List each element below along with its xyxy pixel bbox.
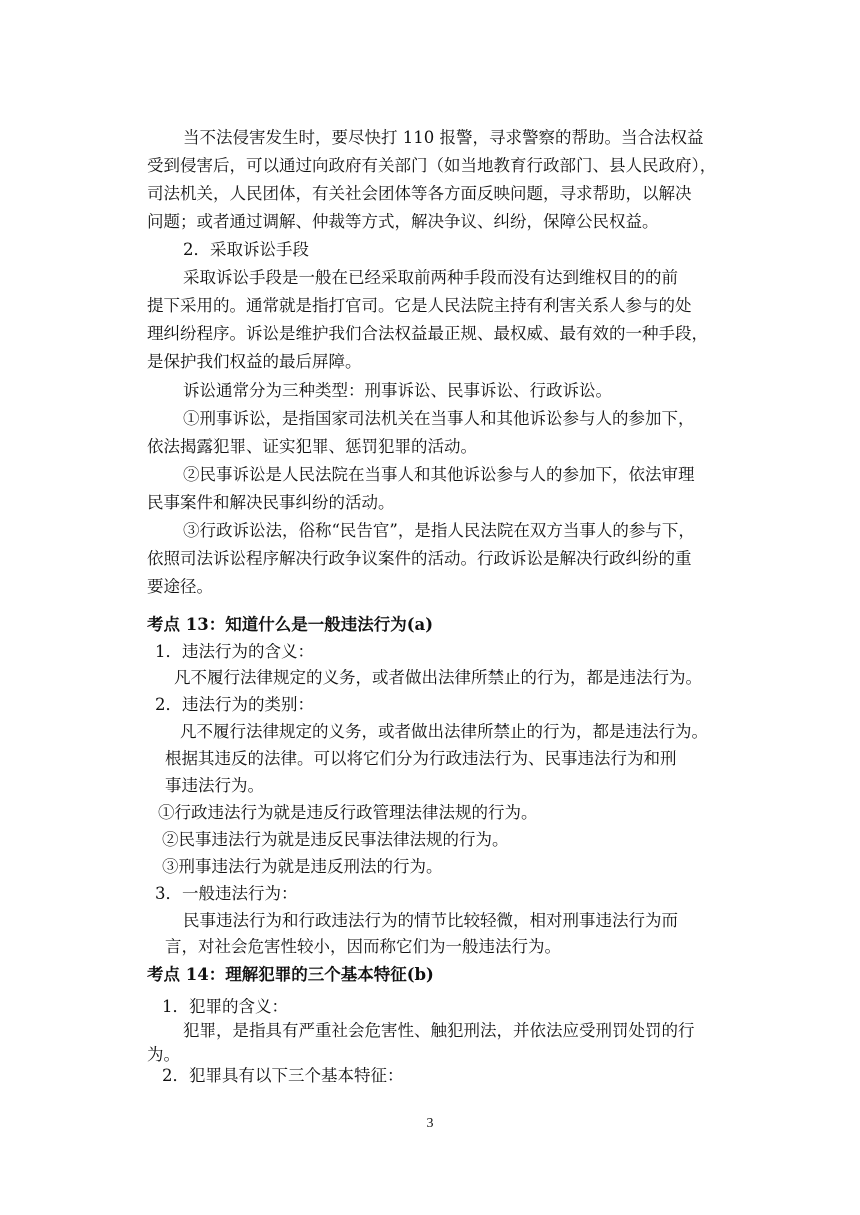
subheading-line: 2．采取诉讼手段: [183, 240, 309, 259]
paragraph-line: 依照司法诉讼程序解决行政争议案件的活动。行政诉讼是解决行政纠纷的重: [147, 549, 692, 568]
section-line: 犯罪，是指具有严重社会危害性、触犯刑法，并依法应受刑罚处罚的行: [183, 1021, 695, 1040]
page-number: 3: [426, 1116, 434, 1131]
paragraph-line: 采取诉讼手段是一般在已经采取前两种手段而没有达到维权目的的前: [183, 268, 678, 287]
section-line: ①行政违法行为就是违反行政管理法律法规的行为。: [158, 803, 538, 822]
paragraph-line: 依法揭露犯罪、证实犯罪、惩罚犯罪的活动。: [147, 437, 477, 456]
paragraph-line: 问题；或者通过调解、仲裁等方式，解决争议、纠纷，保障公民权益。: [147, 212, 659, 231]
section-heading: 考点 13：知道什么是一般违法行为(a): [147, 615, 434, 634]
paragraph-line: 提下采用的。通常就是指打官司。它是人民法院主持有利害关系人参与的处: [147, 296, 692, 315]
paragraph-line: ③行政诉讼法，俗称“民告官”，是指人民法院在双方当事人的参与下，: [183, 521, 695, 540]
section-line: 凡不履行法律规定的义务，或者做出法律所禁止的行为，都是违法行为。: [180, 722, 708, 741]
section-line: 2．犯罪具有以下三个基本特征：: [162, 1066, 404, 1085]
paragraph-line: 要途径。: [147, 577, 213, 596]
section-line: 民事违法行为和行政违法行为的情节比较轻微，相对刑事违法行为而: [183, 911, 678, 930]
paragraph-line: 民事案件和解决民事纠纷的活动。: [147, 493, 395, 512]
section-line: 1．犯罪的含义：: [162, 997, 288, 1016]
paragraph-line: 是保护我们权益的最后屏障。: [147, 352, 362, 371]
section-line: 言，对社会危害性较小，因而称它们为一般违法行为。: [165, 937, 561, 956]
section-heading: 考点 14：理解犯罪的三个基本特征(b): [147, 965, 434, 984]
section-line: 3．一般违法行为：: [155, 884, 298, 903]
section-line: ②民事违法行为就是违反民事法律法规的行为。: [162, 830, 509, 849]
paragraph-line: 当不法侵害发生时，要尽快打 110 报警，寻求警察的帮助。当合法权益: [183, 128, 704, 147]
paragraph-line: 诉讼通常分为三种类型：刑事诉讼、民事诉讼、行政诉讼。: [183, 381, 612, 400]
section-line: ③刑事违法行为就是违反刑法的行为。: [162, 857, 443, 876]
paragraph-line: 司法机关，人民团体，有关社会团体等各方面反映问题，寻求帮助，以解决: [147, 184, 692, 203]
paragraph-line: 受到侵害后，可以通过向政府有关部门（如当地教育行政部门、县人民政府），: [147, 156, 717, 175]
section-line: 为。: [147, 1045, 180, 1064]
section-line: 2．违法行为的类别：: [155, 695, 314, 714]
section-line: 事违法行为。: [165, 776, 264, 795]
paragraph-line: 理纠纷程序。诉讼是维护我们合法权益最正规、最权威、最有效的一种手段，: [147, 324, 708, 343]
section-line: 根据其违反的法律。可以将它们分为行政违法行为、民事违法行为和刑: [165, 749, 677, 768]
paragraph-line: ①刑事诉讼，是指国家司法机关在当事人和其他诉讼参与人的参加下，: [183, 409, 695, 428]
section-line: 凡不履行法律规定的义务，或者做出法律所禁止的行为，都是违法行为。: [174, 668, 702, 687]
paragraph-line: ②民事诉讼是人民法院在当事人和其他诉讼参与人的参加下，依法审理: [183, 465, 695, 484]
section-line: 1．违法行为的含义：: [155, 642, 314, 661]
